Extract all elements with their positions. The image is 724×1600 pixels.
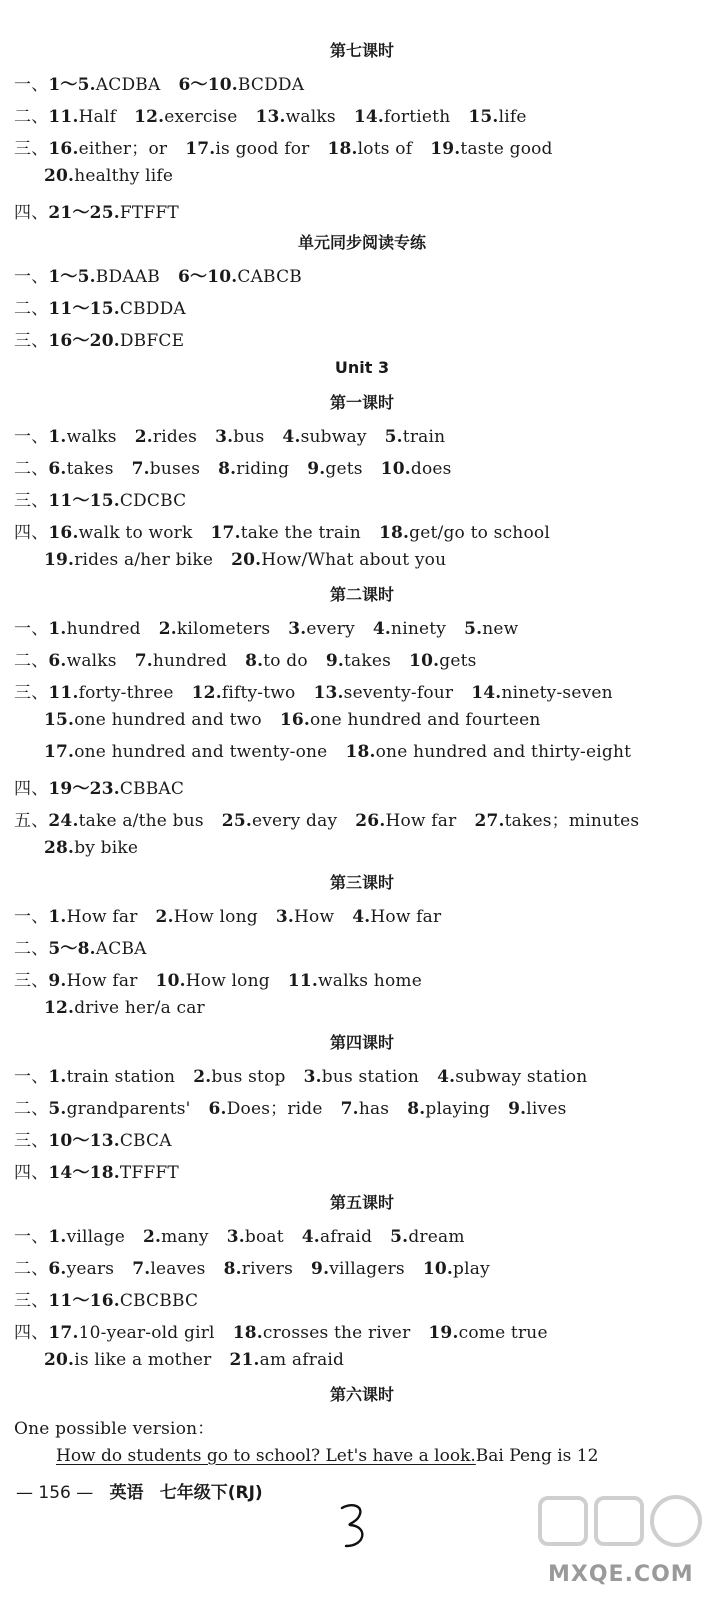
answer-line (14, 198, 179, 223)
answer-text: How far (66, 907, 138, 927)
question-group-prefix: 一、 (14, 907, 49, 927)
grade-label: 七年级下(RJ) (159, 1483, 263, 1503)
essay-sentence-rest: Bai Peng is 12 (475, 1446, 599, 1466)
answer-text: CBDDA (119, 299, 186, 319)
question-number: 10～13. (48, 1131, 120, 1151)
question-group-prefix: 三、 (14, 331, 49, 351)
question-number: 24. (48, 811, 79, 831)
answer-line (14, 518, 550, 543)
answer-line (14, 422, 445, 447)
question-number: 2. (142, 1227, 162, 1247)
answer-text: village (66, 1227, 125, 1247)
answer-text: walks home (318, 971, 422, 991)
answer-line (44, 1350, 344, 1370)
answer-text: does (410, 459, 452, 479)
answer-text: walk to work (78, 523, 193, 543)
question-number: 4. (282, 427, 301, 447)
answer-text: crosses the river (262, 1323, 411, 1343)
question-number: 8. (245, 651, 264, 671)
question-number: 19. (428, 1323, 459, 1343)
answer-line (14, 678, 613, 703)
answer-text: CDCBC (119, 491, 187, 511)
question-group-prefix: 一、 (14, 1227, 49, 1247)
question-number: 3. (303, 1067, 322, 1087)
answer-line (44, 550, 446, 570)
answer-text: gets (439, 651, 477, 671)
answer-line (14, 1094, 567, 1119)
question-number: 6. (208, 1099, 227, 1119)
answer-text: to do (263, 651, 308, 671)
answer-text: either；or (78, 139, 168, 159)
question-number: 16. (279, 710, 311, 730)
answer-text: riding (236, 459, 290, 479)
answer-text: rides a/her bike (74, 550, 214, 570)
answer-line (14, 326, 184, 351)
answer-text: bus stop (211, 1067, 286, 1087)
question-number: 15. (44, 710, 75, 730)
question-number: 11. (48, 107, 79, 127)
question-group-prefix: 四、 (14, 203, 49, 223)
essay-first-line (56, 1446, 598, 1466)
answer-text: one hundred and thirty-eight (375, 742, 632, 762)
question-number: 4. (352, 907, 371, 927)
answer-text: walks (285, 107, 336, 127)
answer-text: CBBAC (119, 779, 185, 799)
answer-line (14, 774, 184, 799)
question-number: 16. (48, 523, 79, 543)
answer-line (44, 742, 631, 762)
page-footer: — 156 — 英语 七年级下(RJ) (16, 1483, 263, 1503)
question-number: 11～15. (48, 299, 120, 319)
question-number: 6. (48, 459, 67, 479)
question-number: 20. (231, 550, 262, 570)
section-heading: 第三课时 (329, 873, 394, 892)
question-number: 10. (409, 651, 440, 671)
handwritten-mark-3 (334, 1500, 374, 1552)
question-number: 13. (255, 107, 286, 127)
question-number: 5～8. (48, 939, 96, 959)
question-number: 10. (422, 1259, 454, 1279)
answer-text: walks (66, 427, 117, 447)
question-number: 9. (325, 651, 344, 671)
question-group-prefix: 二、 (14, 939, 49, 959)
answer-line (14, 134, 553, 159)
question-number: 5. (390, 1227, 409, 1247)
answer-text: playing (425, 1099, 491, 1119)
answer-text: am afraid (259, 1350, 345, 1370)
question-number: 6. (48, 1259, 67, 1279)
answer-text: afraid (319, 1227, 373, 1247)
answer-line (14, 1254, 490, 1279)
question-number: 18. (378, 523, 410, 543)
answer-line (44, 710, 541, 730)
question-number: 21. (229, 1350, 260, 1370)
answer-text: How long (185, 971, 270, 991)
question-number: 17. (44, 742, 75, 762)
question-number: 9. (508, 1099, 527, 1119)
question-number: 18. (232, 1323, 263, 1343)
section-heading: 第五课时 (329, 1193, 394, 1212)
question-number: 27. (474, 811, 505, 831)
answer-text: taste good (460, 139, 553, 159)
question-group-prefix: 二、 (14, 651, 49, 671)
question-number: 6～10. (178, 75, 238, 95)
question-group-prefix: 四、 (14, 779, 49, 799)
answer-text: play (453, 1259, 490, 1279)
answer-text: get/go to school (409, 523, 550, 543)
section-heading: 第一课时 (329, 393, 394, 412)
answer-text: walks (66, 651, 117, 671)
answer-line (14, 1158, 179, 1183)
answer-text: ACBA (95, 939, 147, 959)
question-number: 2. (134, 427, 153, 447)
question-number: 14. (353, 107, 384, 127)
question-number: 19. (44, 550, 75, 570)
answer-line (14, 262, 302, 287)
answer-line (14, 1286, 198, 1311)
answer-text: life (498, 107, 527, 127)
question-number: 8. (407, 1099, 426, 1119)
answer-line (14, 454, 452, 479)
answer-line (44, 166, 173, 186)
question-group-prefix: 一、 (14, 427, 49, 447)
question-number: 7. (134, 651, 153, 671)
question-number: 2. (193, 1067, 212, 1087)
question-number: 25. (221, 811, 252, 831)
question-group-prefix: 三、 (14, 491, 49, 511)
answer-line (44, 838, 138, 858)
answer-text: CBCBBC (119, 1291, 199, 1311)
answer-text: leaves (150, 1259, 206, 1279)
answer-line (14, 902, 441, 927)
question-group-prefix: 四、 (14, 1163, 49, 1183)
answer-text: hundred (152, 651, 228, 671)
question-number: 18. (345, 742, 376, 762)
answer-text: grandparents' (66, 1099, 191, 1119)
answer-text: hundred (66, 619, 141, 639)
answer-text: Half (78, 107, 117, 127)
question-number: 13. (313, 683, 344, 703)
section-heading: 第七课时 (329, 41, 394, 60)
answer-text: subway (300, 427, 367, 447)
answer-text: lots of (357, 139, 413, 159)
section-heading: 第六课时 (329, 1385, 394, 1404)
answer-text: kilometers (176, 619, 271, 639)
answer-text: ninety-seven (501, 683, 613, 703)
answer-text: How long (173, 907, 258, 927)
answer-text: ninety (391, 619, 447, 639)
question-number: 7. (131, 459, 150, 479)
answer-line (14, 1222, 465, 1247)
answer-text: train station (66, 1067, 176, 1087)
answer-text: exercise (164, 107, 238, 127)
question-group-prefix: 三、 (14, 1131, 49, 1151)
watermark-text: MXQE.COM (548, 1562, 694, 1587)
answer-text: many (161, 1227, 209, 1247)
question-number: 14. (471, 683, 502, 703)
question-number: 5. (384, 427, 403, 447)
question-number: 8. (223, 1259, 242, 1279)
answer-text: boat (244, 1227, 284, 1247)
answer-text: is like a mother (74, 1350, 212, 1370)
answer-line (14, 1062, 587, 1087)
question-number: 19. (430, 139, 461, 159)
answer-text: one hundred and fourteen (310, 710, 541, 730)
section-heading: 第二课时 (329, 585, 394, 604)
question-number: 4. (372, 619, 392, 639)
question-number: 1. (48, 907, 67, 927)
question-number: 2. (155, 907, 174, 927)
question-number: 15. (468, 107, 499, 127)
answer-text: fortieth (384, 107, 451, 127)
answer-line (14, 294, 186, 319)
answer-text: every day (251, 811, 338, 831)
question-number: 16～20. (48, 331, 120, 351)
answer-text: has (358, 1099, 390, 1119)
question-number: 5. (48, 1099, 67, 1119)
question-number: 1. (48, 619, 67, 639)
question-number: 9. (311, 1259, 330, 1279)
question-group-prefix: 二、 (14, 107, 49, 127)
question-number: 7. (132, 1259, 151, 1279)
answer-text: How far (66, 971, 138, 991)
answer-text: takes (66, 459, 114, 479)
question-number: 7. (340, 1099, 359, 1119)
question-number: 17. (210, 523, 241, 543)
question-number: 1～5. (48, 75, 96, 95)
question-number: 3. (288, 619, 307, 639)
question-group-prefix: 四、 (14, 1323, 49, 1343)
answer-text: takes (343, 651, 392, 671)
question-number: 17. (185, 139, 216, 159)
answer-line (14, 614, 518, 639)
answer-text: How (293, 907, 335, 927)
question-number: 11. (287, 971, 319, 991)
answer-line (14, 1318, 548, 1343)
question-number: 10. (380, 459, 411, 479)
answer-text: healthy life (74, 166, 174, 186)
answer-line (14, 486, 186, 511)
answer-line (14, 646, 477, 671)
answer-text: lives (526, 1099, 567, 1119)
question-number: 10. (155, 971, 186, 991)
answer-text: is good for (215, 139, 310, 159)
question-number: 11～15. (48, 491, 120, 511)
answer-text: every (306, 619, 355, 639)
answer-line (14, 934, 147, 959)
question-number: 3. (215, 427, 234, 447)
section-heading: Unit 3 (334, 358, 390, 377)
section-heading: 单元同步阅读专练 (297, 233, 426, 252)
question-number: 4. (301, 1227, 320, 1247)
answer-text: FTFFT (119, 203, 179, 223)
question-number: 1. (48, 1067, 67, 1087)
question-number: 12. (44, 998, 75, 1018)
answer-text: one hundred and two (74, 710, 262, 730)
answer-text: 10-year-old girl (78, 1323, 215, 1343)
answer-text: How far (385, 811, 457, 831)
answer-text: drive her/a car (74, 998, 205, 1018)
question-group-prefix: 二、 (14, 299, 49, 319)
question-number: 20. (44, 166, 75, 186)
question-number: 1～5. (48, 267, 96, 287)
question-number: 1. (48, 427, 67, 447)
question-group-prefix: 一、 (14, 619, 49, 639)
answer-line (14, 806, 639, 831)
answer-text: Does；ride (226, 1099, 323, 1119)
question-group-prefix: 三、 (14, 971, 49, 991)
answer-line (14, 966, 422, 991)
question-number: 11. (48, 683, 79, 703)
answer-text: gets (325, 459, 363, 479)
answer-text: come true (458, 1323, 548, 1343)
question-number: 8. (218, 459, 237, 479)
answer-text: takes；minutes (504, 811, 640, 831)
question-group-prefix: 一、 (14, 75, 49, 95)
answer-text: CBCA (119, 1131, 172, 1151)
question-group-prefix: 二、 (14, 1259, 49, 1279)
question-number: 1. (48, 1227, 67, 1247)
essay-intro: One possible version： (14, 1419, 215, 1439)
answer-line (14, 70, 304, 95)
answer-text: new (482, 619, 519, 639)
answer-text: bus (233, 427, 265, 447)
answer-text: BDAAB (95, 267, 160, 287)
answer-text: DBFCE (119, 331, 185, 351)
answer-text: ACDBA (95, 75, 161, 95)
subject-label: 英语 (109, 1483, 144, 1503)
question-group-prefix: 三、 (14, 683, 49, 703)
answer-text: How/What about you (261, 550, 447, 570)
answer-text: fifty-two (221, 683, 296, 703)
answer-text: subway station (455, 1067, 588, 1087)
question-group-prefix: 二、 (14, 1099, 49, 1119)
question-number: 11～16. (48, 1291, 120, 1311)
answer-text: years (66, 1259, 115, 1279)
section-heading: 第四课时 (329, 1033, 394, 1052)
watermark-logo (530, 1490, 710, 1560)
answer-text: by bike (74, 838, 139, 858)
essay-underlined-sentence: How do students go to school? Let's have a look. (56, 1446, 476, 1466)
question-number: 28. (44, 838, 75, 858)
question-number: 20. (44, 1350, 75, 1370)
answer-line (14, 102, 527, 127)
question-number: 4. (437, 1067, 456, 1087)
answer-line (14, 1126, 172, 1151)
answer-text: seventy-four (343, 683, 454, 703)
answer-text: villagers (329, 1259, 405, 1279)
question-number: 9. (307, 459, 326, 479)
question-number: 6. (48, 651, 67, 671)
answer-text: train (402, 427, 446, 447)
answer-text: dream (408, 1227, 465, 1247)
page-number: 156 (38, 1483, 71, 1503)
answer-text: BCDDA (237, 75, 305, 95)
question-group-prefix: 一、 (14, 267, 49, 287)
question-number: 5. (464, 619, 483, 639)
question-group-prefix: 三、 (14, 1291, 49, 1311)
question-number: 26. (355, 811, 386, 831)
question-number: 3. (275, 907, 294, 927)
question-number: 17. (48, 1323, 79, 1343)
answer-text: forty-three (78, 683, 174, 703)
question-group-prefix: 三、 (14, 139, 49, 159)
question-group-prefix: 一、 (14, 1067, 49, 1087)
question-number: 3. (226, 1227, 245, 1247)
question-group-prefix: 二、 (14, 459, 49, 479)
answer-text: rivers (241, 1259, 294, 1279)
question-group-prefix: 四、 (14, 523, 49, 543)
answer-text: take a/the bus (78, 811, 204, 831)
question-number: 2. (158, 619, 177, 639)
answer-text: rides (152, 427, 198, 447)
question-number: 18. (327, 139, 358, 159)
answer-text: TFFFT (119, 1163, 179, 1183)
answer-text: CABCB (237, 267, 302, 287)
question-number: 21～25. (48, 203, 120, 223)
question-number: 14～18. (48, 1163, 120, 1183)
question-group-prefix: 五、 (14, 811, 49, 831)
answer-line (44, 998, 205, 1018)
question-number: 19～23. (48, 779, 120, 799)
question-number: 16. (48, 139, 79, 159)
question-number: 6～10. (177, 267, 238, 287)
answer-text: one hundred and twenty-one (74, 742, 328, 762)
question-number: 12. (191, 683, 222, 703)
question-number: 12. (134, 107, 165, 127)
answer-text: take the train (240, 523, 361, 543)
question-number: 9. (48, 971, 67, 991)
answer-text: buses (149, 459, 201, 479)
answer-text: How far (370, 907, 442, 927)
answer-text: bus station (321, 1067, 420, 1087)
